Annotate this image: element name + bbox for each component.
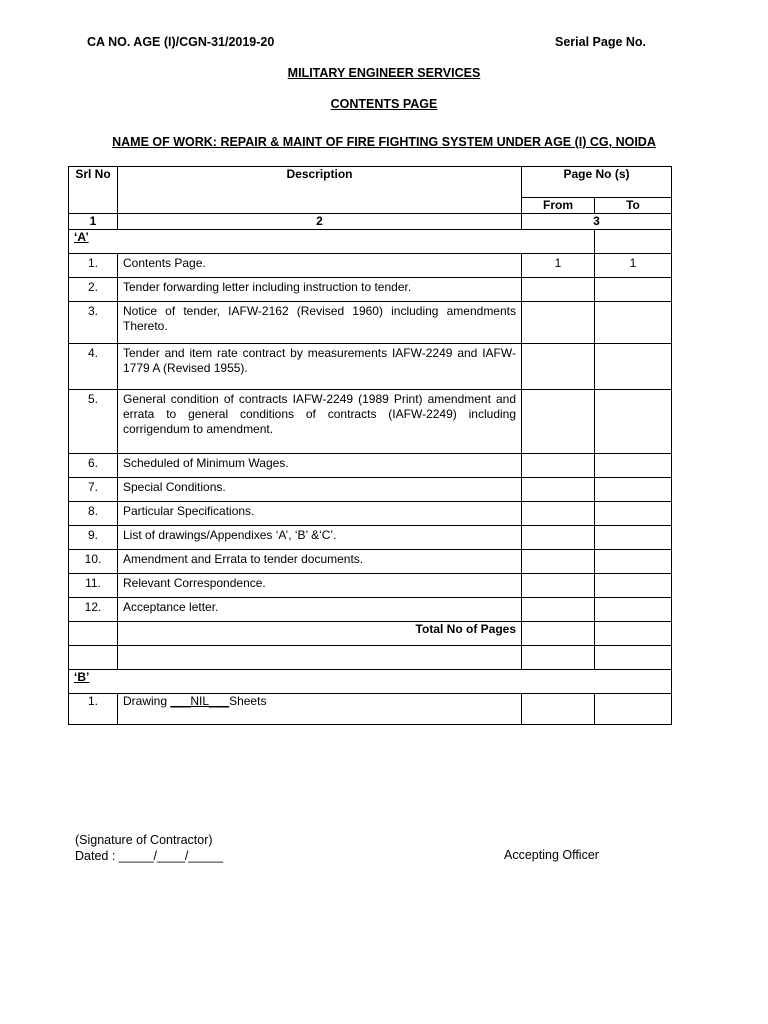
to-cell (595, 502, 672, 526)
description-cell: Tender forwarding letter including instruction to tender. (118, 278, 522, 302)
srl-cell: 2. (69, 278, 118, 302)
name-of-work-text: NAME OF WORK: REPAIR & MAINT OF FIRE FIGHTING SYSTEM UNDER AGE (I) CG, NOIDA (112, 135, 656, 149)
from-cell (522, 502, 595, 526)
organization-text: MILITARY ENGINEER SERVICES (287, 66, 481, 80)
signature-block (75, 832, 223, 864)
section-b-text: ‘B’ (74, 670, 90, 684)
to-cell (595, 454, 672, 478)
to-cell (595, 694, 672, 725)
section-a-label (69, 230, 595, 254)
section-b-label (69, 670, 672, 694)
drawing-description (118, 694, 522, 725)
contents-table (68, 166, 672, 725)
srl-cell: 3. (69, 302, 118, 344)
table-row (69, 574, 672, 598)
description-cell: Special Conditions. (118, 478, 522, 502)
to-cell (595, 574, 672, 598)
table-row (69, 344, 672, 390)
from-cell (522, 526, 595, 550)
srl-cell: 6. (69, 454, 118, 478)
header-srl-no: Srl No (69, 167, 118, 214)
from-cell (522, 390, 595, 454)
dated-line: Dated : _____/____/_____ (75, 849, 224, 863)
blank-row (69, 646, 672, 670)
from-cell (522, 694, 595, 725)
header-description: Description (118, 167, 522, 214)
table-row (69, 526, 672, 550)
srl-cell: 9. (69, 526, 118, 550)
from-cell (522, 478, 595, 502)
from-cell (522, 302, 595, 344)
to-cell: 1 (595, 254, 672, 278)
to-cell (595, 278, 672, 302)
drawing-count-blank: ___NIL___ (170, 694, 230, 708)
table-row (69, 502, 672, 526)
description-cell: Scheduled of Minimum Wages. (118, 454, 522, 478)
description-cell: Contents Page. (118, 254, 522, 278)
to-cell (595, 302, 672, 344)
description-cell: General condition of contracts IAFW-2249 (1989 Print) amendment and errata to general conditions of contracts (IAFW-2249) including corrigendum to amendment. (118, 390, 522, 454)
drawing-suffix: Sheets (229, 694, 267, 708)
section-a-row (69, 230, 672, 254)
table-row (69, 550, 672, 574)
serial-page-number: Serial Page No. (555, 35, 647, 49)
description-cell: Amendment and Errata to tender documents. (118, 550, 522, 574)
srl-cell: 8. (69, 502, 118, 526)
to-cell (595, 344, 672, 390)
blank-cell (522, 646, 595, 670)
srl-cell: 12. (69, 598, 118, 622)
srl-cell: 4. (69, 344, 118, 390)
from-cell (522, 574, 595, 598)
table-row (69, 454, 672, 478)
page-title-text: CONTENTS PAGE (330, 97, 438, 111)
from-cell (522, 344, 595, 390)
total-pages-row (69, 622, 672, 646)
srl-cell: 1. (69, 254, 118, 278)
section-a-text: ‘A’ (74, 230, 89, 244)
to-cell (595, 598, 672, 622)
to-cell (595, 526, 672, 550)
to-cell (595, 390, 672, 454)
blank-cell (69, 646, 118, 670)
description-cell: Particular Specifications. (118, 502, 522, 526)
to-cell (595, 550, 672, 574)
column-number-2: 2 (118, 214, 522, 230)
ca-number: CA NO. AGE (I)/CGN-31/2019-20 (87, 35, 275, 49)
column-number-row (69, 214, 672, 230)
srl-cell: 10. (69, 550, 118, 574)
total-from-cell (522, 622, 595, 646)
section-a-empty-cell (595, 230, 672, 254)
page-title (0, 97, 768, 111)
blank-cell (595, 646, 672, 670)
accepting-officer: Accepting Officer (504, 848, 599, 862)
organization-heading (0, 66, 768, 80)
from-cell (522, 550, 595, 574)
srl-cell: 1. (69, 694, 118, 725)
table-row (69, 278, 672, 302)
header-page-nos: Page No (s) (522, 167, 672, 198)
name-of-work (0, 135, 768, 149)
srl-cell: 5. (69, 390, 118, 454)
section-b-row (69, 670, 672, 694)
srl-cell: 7. (69, 478, 118, 502)
blank-cell (118, 646, 522, 670)
table-row (69, 598, 672, 622)
header-from: From (522, 198, 595, 214)
signature-of-contractor: (Signature of Contractor) (75, 833, 213, 847)
header-to: To (595, 198, 672, 214)
table-row (69, 254, 672, 278)
total-to-cell (595, 622, 672, 646)
table-header-row (69, 167, 672, 198)
from-cell: 1 (522, 254, 595, 278)
description-cell: List of drawings/Appendixes ‘A’, ‘B’ &‘C’. (118, 526, 522, 550)
total-empty-srl (69, 622, 118, 646)
table-row (69, 390, 672, 454)
srl-cell: 11. (69, 574, 118, 598)
from-cell (522, 598, 595, 622)
table-row (69, 694, 672, 725)
description-cell: Notice of tender, IAFW-2162 (Revised 1960) including amendments Thereto. (118, 302, 522, 344)
description-cell: Acceptance letter. (118, 598, 522, 622)
column-number-3: 3 (522, 214, 672, 230)
from-cell (522, 454, 595, 478)
column-number-1: 1 (69, 214, 118, 230)
description-cell: Relevant Correspondence. (118, 574, 522, 598)
total-pages-label: Total No of Pages (118, 622, 522, 646)
table-row (69, 478, 672, 502)
description-cell: Tender and item rate contract by measurements IAFW-2249 and IAFW-1779 A (Revised 1955). (118, 344, 522, 390)
drawing-prefix: Drawing (123, 694, 171, 708)
section-a-rows (69, 254, 672, 622)
table-row (69, 302, 672, 344)
from-cell (522, 278, 595, 302)
to-cell (595, 478, 672, 502)
